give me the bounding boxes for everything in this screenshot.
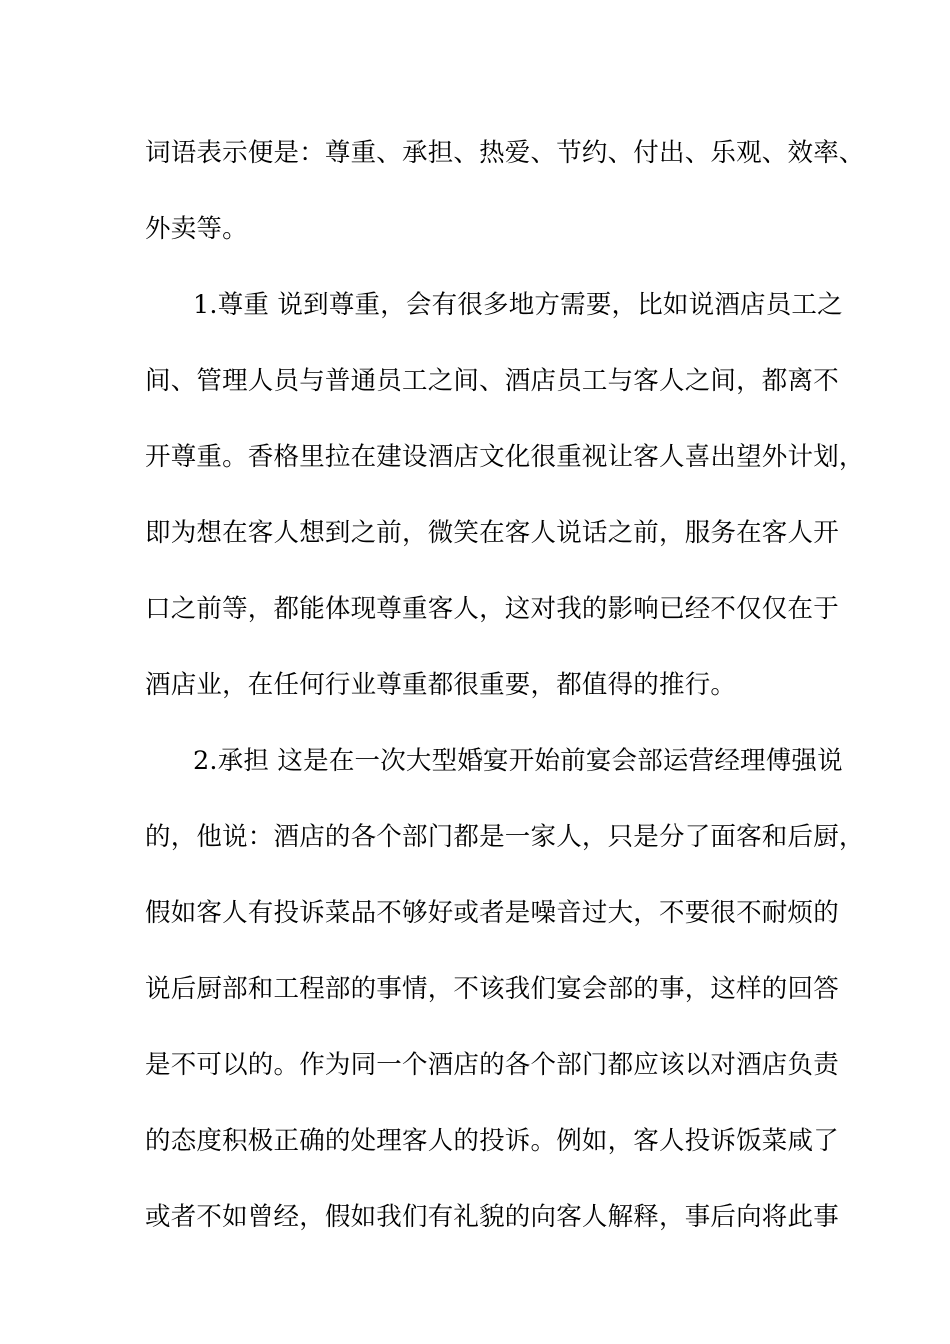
- text-line: 的，他说：酒店的各个部门都是一家人，只是分了面客和后厨，: [145, 822, 865, 852]
- text-line: 即为想在客人想到之前，微笑在客人说话之前，服务在客人开: [145, 518, 839, 548]
- paragraph-start-respect: 1.尊重 说到尊重，会有很多地方需要，比如说酒店员工之: [193, 290, 843, 320]
- text-line: 说后厨部和工程部的事情，不该我们宴会部的事，这样的回答: [145, 974, 839, 1004]
- text-line: 口之前等，都能体现尊重客人，这对我的影响已经不仅仅在于: [145, 594, 839, 624]
- text-line: 词语表示便是：尊重、承担、热爱、节约、付出、乐观、效率、: [145, 138, 865, 168]
- text-line: 假如客人有投诉菜品不够好或者是噪音过大，不要很不耐烦的: [145, 898, 839, 928]
- text-line: 或者不如曾经，假如我们有礼貌的向客人解释，事后向将此事: [145, 1202, 839, 1232]
- text-line: 外卖等。: [145, 214, 248, 244]
- text-line: 的态度积极正确的处理客人的投诉。例如，客人投诉饭菜咸了: [145, 1126, 839, 1156]
- text-line: 是不可以的。作为同一个酒店的各个部门都应该以对酒店负责: [145, 1050, 839, 1080]
- text-line: 酒店业，在任何行业尊重都很重要，都值得的推行。: [145, 670, 737, 700]
- text-line: 间、管理人员与普通员工之间、酒店员工与客人之间，都离不: [145, 366, 839, 396]
- text-line: 开尊重。香格里拉在建设酒店文化很重视让客人喜出望外计划，: [145, 442, 865, 472]
- paragraph-start-responsibility: 2.承担 这是在一次大型婚宴开始前宴会部运营经理傅强说: [193, 746, 843, 776]
